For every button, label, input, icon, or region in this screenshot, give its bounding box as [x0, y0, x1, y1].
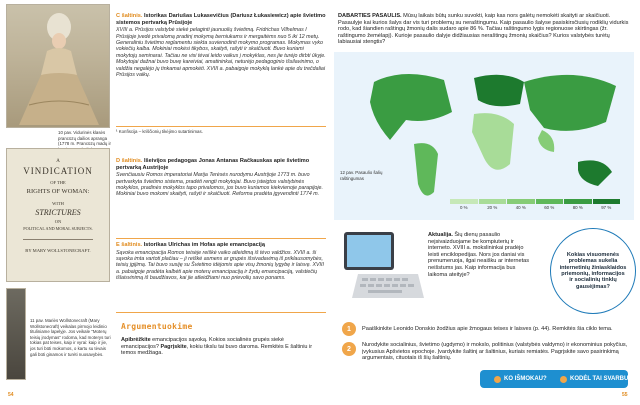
aktualija: Aktualija. Šių dienų pasaulio neįsivaizduojame be kompiuterių ir interneto. XVIII a. mokslininkai pradėjo leisti enciklopedijas. Nors jos daniai vis prenumeruoja, ilgai neaišku ar internetas neišstums jas. Kaip informacija bus laikoma ateityje? [428, 232, 530, 278]
book-line: WITH [52, 201, 64, 206]
book-line: RIGHTS OF WOMAN: [26, 188, 90, 195]
discussion-circle: Kokias visuomenės problemas sukelia internetinių žiniasklaidos priemonių, informacijos ir socialinių tinklų gausėjimas? [550, 228, 636, 314]
legend-swatch [593, 199, 621, 204]
legend-label: 0 % [459, 205, 468, 210]
source-d-heading: D šaltinis. Išeivijos pedagogas Jonas Antanas Račkauskas apie švietimo pertvarką Austrijoje [116, 158, 310, 171]
source-e-text: Sąvoka emancipacija Romos teisėje reiškė vaiko atleidimą iš tėvo valdžios. XVIII a. ši sąvoka imta vartoti plačiau – ji reiškė asmens ar grupės išsivadavimą iš priklausomybės, teisių įgijimą. Tai buvo susiję su Švietimo idėjomis apie visų žmonių lygybę ir laisvę. XVIII a. pabaigoje pradėta kalbėti apie moterų emancipaciją ir žydų emancipaciją, valstiečių išlaisvinimą iš baudžiavos, kai jie atleidžiami nuo prievolių savo ponams. [116, 249, 324, 282]
book-line: POLITICAL AND MORAL SUBJECTS. [23, 226, 93, 231]
question-number: 2 [342, 342, 356, 356]
page-number-left: 54 [8, 392, 14, 398]
page-number-right: 55 [622, 392, 628, 398]
legend-label: 60 % [544, 205, 555, 210]
wollstonecraft-portrait [6, 288, 26, 380]
question-text: Paaiškinkite Leonido Donskio žodžius apie žmogaus teises ir laisves (p. 44). Remkitės šia ciklo tema. [362, 326, 613, 332]
divider [116, 312, 326, 313]
question-number: 1 [342, 322, 356, 336]
book-line: STRICTURES [35, 208, 81, 217]
source-e [116, 242, 326, 308]
bullet-icon [494, 376, 501, 383]
what-learned-button[interactable]: KO IŠMOKAU? [494, 371, 547, 387]
book-line: OF THE [50, 180, 66, 185]
legend-label: 80 % [572, 205, 583, 210]
tablet-image [338, 228, 426, 304]
question-text: Nurodykite socialinius, švietimo (ugdymo) ir mokslo, politinius (valstybės valdymo) ir ekonominius pokyčius, įvykusius Apšvietos epochoje. Įvardykite šaltinį ar šaltinius, kuriais remiatės. Pagrįskite savo pasirinkimą argumentais, cituotais iš šių šaltinių. [362, 342, 628, 362]
divider [116, 126, 326, 127]
literacy-map [334, 52, 634, 220]
legend-label: 97 % [601, 205, 612, 210]
map-legend [450, 199, 620, 210]
book-title-page [6, 148, 110, 282]
fashion-illustration-icon [7, 5, 110, 128]
legend-label: 40 % [515, 205, 526, 210]
figure-10-caption: 10 pav. Vidurinės klasės prancūzų dailios apranga (1778 m. Prancūzų madų ir [58, 130, 111, 147]
tablet-keyboard-icon [338, 228, 426, 304]
fashion-painting [6, 4, 110, 128]
why-important-button[interactable]: KODĖL TAI SVARBU? [560, 371, 632, 387]
book-line: ON [54, 219, 62, 224]
legend-label: 20 % [487, 205, 498, 210]
bullet-icon [560, 376, 567, 383]
legend-swatch [479, 199, 507, 204]
figure-12-caption: 12 pav. Pasaulio šalių raštingumas [340, 170, 383, 181]
legend-swatch [564, 199, 592, 204]
source-c-text: XVIII a. Prūsijos valstybė siekė pelaginti jaunuolių švietimą. Fridrichas Vilhelmas I Prūsijoje įvedė privalomą pradinį mokymą berniukams ir mergaitėms nuo 5 iki 12 metų. Generaliniu švietimo reglamentu siekta suvienodinti mokymo programas. Mokymas vyko vokiečių kalba. Mokiniai mokėsi tikybos, skaityti, rašyti ir skaičiuoti. Buvo kuriami mokytojų seminarai. Tačiau ne visi tėvai leido vaikus į mokyklas, nes jie turėjo dirbti ūkyje. Mokytojai dažnai buvo buvę kareiviai, amatininkai, neturėjo pedagoginio išsilavinimo, o valdžia negalėjo jų tinkamai apmokėti. XVIII a. pabaigoje mokyklą lankė apie du trečdaliai Prūsijos vaikų. [116, 27, 326, 79]
source-e-heading: E šaltinis. Istorikas Ulrichas im Hofas apie emancipaciją [116, 242, 265, 248]
source-c [116, 13, 326, 125]
source-d-text: Švenčiausiu Romos imperatoriai Marija Terėsės nurodymu Austrijoje 1773 m. buvo pertvarkyta švietimo sistema, pradėti rengti mokytojai. Buvo įsteigtos valstybinės mokyklos, pradinės mokyklos tapo privalomos, jos buvo kuriamos kiekvienoje parapijoje. Mokiniai buvo mokomi skaityti, rašyti ir skaičiuoti. Reforma pradėta įgyvendinti 1774 m. [116, 172, 323, 198]
argumentuokime-title: Argumentuokime [121, 322, 193, 331]
legend-swatch [536, 199, 564, 204]
footnote: ¹ Konfiscija – kriščionių tikėjimo sutartinimas. [116, 129, 203, 134]
argumentuokime-text: Apibrėžkite emancipacijos sąvoką. Kokios socialinės grupės siekė emancipacijos? Pagrįskite, kokiu tikslu tai buvo daroma. Remkitės E šaltiniu ir temos medžiaga. [121, 337, 313, 357]
divider [116, 238, 326, 239]
book-line: A [56, 159, 60, 164]
source-d [116, 158, 326, 224]
world-map-icon [334, 52, 634, 220]
legend-swatch [450, 199, 478, 204]
book-line: VINDICATION [23, 166, 93, 176]
book-line: BY MARY WOLLSTONECRAFT. [25, 248, 91, 253]
source-c-heading: C šaltinis. Istorikas Dariušas Lukasevičius (Dariusz Łukasiewicz) apie švietimo sistemos pertvarką Prūsijoje [116, 13, 326, 26]
figure-11-caption: 11 pav. Mariės Wollstonecraft (Mary Wollstonecraft) veikalas pirmojo leidinio tituliniame lapelyje. Jos veikale "Moterų teisių įrodymas" rodoma, kad moterys turi tokias pat teises, kaip ir vyrai: kaip ir jie, jos turi būti mokomos, o kartu su tėvais gali būti ginamos ir turėti nuosavybės. [30, 318, 111, 357]
legend-swatch [507, 199, 535, 204]
world-today-intro: DABARTIES PASAULIS. Mūsų laikais būtų sunku suvokti, kaip kas nors galėtų nemokėti skaityti ar skaičiuoti. Pasaulyje kai kurios šalys dar vis turi problemų su neraštingumu. Kaip pasaulio šalyse pasiskirsčiusių rodiklių vidurkis rodo, kad šiandien raštingų žmonių dalis sudaro apie 86 %. Tačiau raštingumo lygis regionuose skirtingas (žr. raštingumo žemėlapį). Kurioje pasaulio dalyje didžiausias neraštingų žmonių skaičius? Kurios valstybės turėtų labiausiai stengtis? [338, 13, 629, 46]
